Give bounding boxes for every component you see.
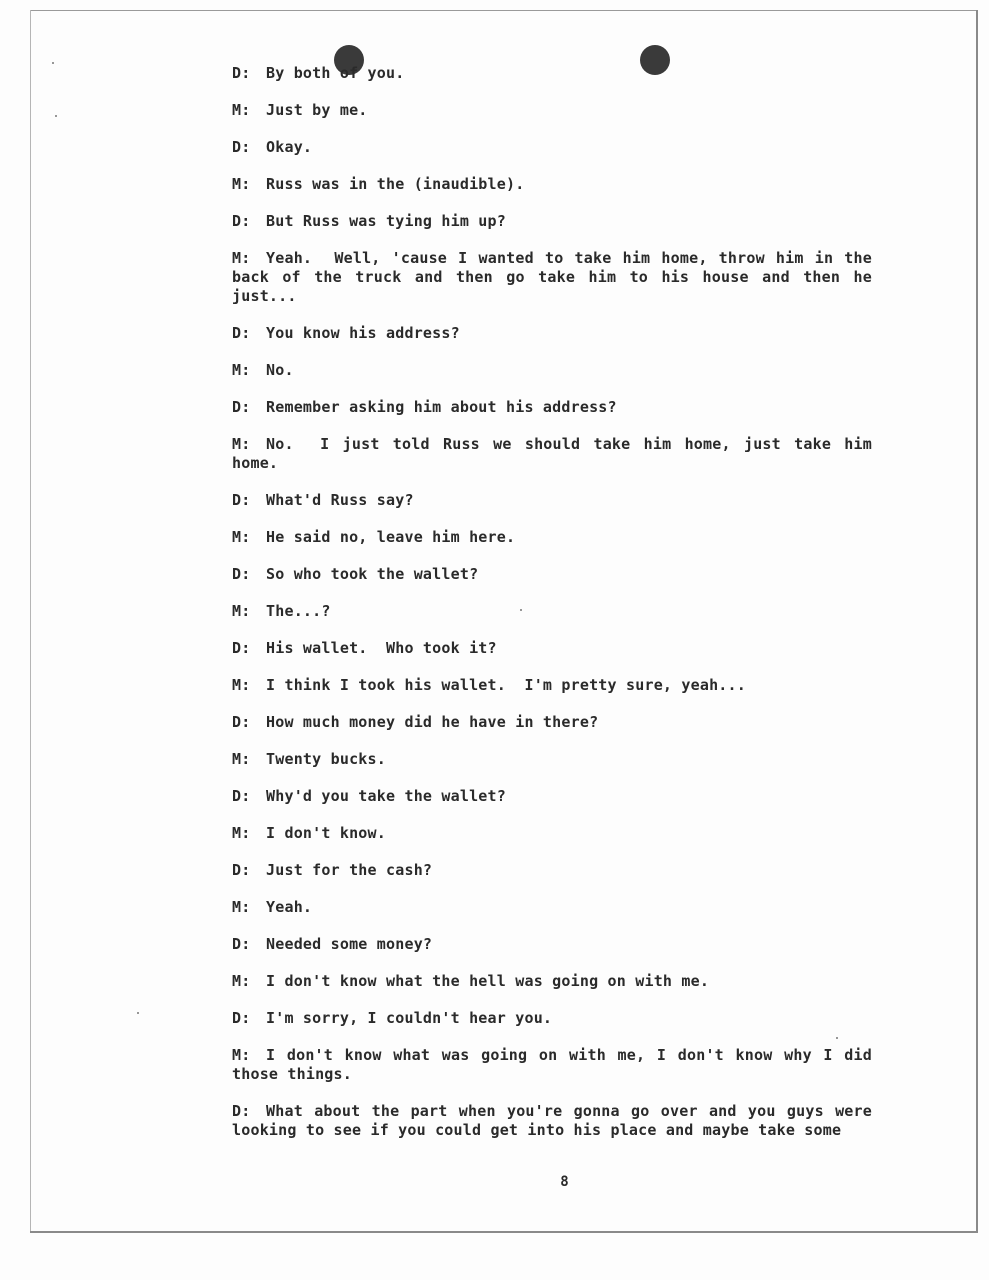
transcript-line [232, 565, 872, 584]
transcript-line [232, 935, 872, 954]
speaker-label: M: [232, 435, 251, 453]
transcript-line [232, 750, 872, 769]
transcript-line [232, 138, 872, 157]
speaker-label: M: [232, 528, 251, 546]
transcript-line [232, 361, 872, 380]
page-edge-bottom [30, 1231, 978, 1233]
utterance-text: Yeah. [266, 898, 313, 916]
utterance-text: The...? [266, 602, 331, 620]
speaker-label: M: [232, 101, 251, 119]
utterance-text: Just for the cash? [266, 861, 433, 879]
speaker-label: D: [232, 1102, 251, 1120]
utterance-text: Needed some money? [266, 935, 433, 953]
transcript-line [232, 1102, 882, 1140]
transcript-line [232, 1046, 882, 1084]
utterance-text: I don't know what was going on with me, I don't know why I did those things. [232, 1046, 882, 1083]
utterance-text: No. I just told Russ we should take him home, just take him home. [232, 435, 882, 472]
transcript-line [232, 824, 872, 843]
scan-speck [52, 62, 54, 64]
transcript-line [232, 1009, 872, 1028]
speaker-label: M: [232, 750, 251, 768]
utterance-text: Okay. [266, 138, 313, 156]
speaker-label: D: [232, 787, 251, 805]
utterance-text: What about the part when you're gonna go over and you guys were looking to see if you could get into his place and maybe take some [232, 1102, 882, 1139]
transcript-line [232, 101, 872, 120]
transcript-line [232, 64, 872, 83]
utterance-text: Just by me. [266, 101, 368, 119]
speaker-label: D: [232, 212, 251, 230]
speaker-label: D: [232, 565, 251, 583]
utterance-text: By both of you. [266, 64, 405, 82]
utterance-text: I'm sorry, I couldn't hear you. [266, 1009, 553, 1027]
utterance-text: What'd Russ say? [266, 491, 414, 509]
page-edge-top [30, 10, 978, 11]
transcript-line [232, 676, 872, 695]
speaker-label: D: [232, 324, 251, 342]
transcript-line [232, 435, 882, 473]
speaker-label: M: [232, 602, 251, 620]
page-edge-left [30, 10, 31, 1232]
utterance-text: He said no, leave him here. [266, 528, 516, 546]
speaker-label: M: [232, 676, 251, 694]
transcript-body [232, 64, 882, 1158]
page-edge-right [976, 10, 978, 1232]
speaker-label: M: [232, 898, 251, 916]
speaker-label: D: [232, 1009, 251, 1027]
speaker-label: D: [232, 861, 251, 879]
utterance-text: You know his address? [266, 324, 460, 342]
speaker-label: D: [232, 713, 251, 731]
utterance-text: No. [266, 361, 294, 379]
transcript-line [232, 861, 872, 880]
transcript-line [232, 491, 872, 510]
utterance-text: I think I took his wallet. I'm pretty sure, yeah... [266, 676, 746, 694]
speaker-label: D: [232, 138, 251, 156]
transcript-line [232, 602, 872, 621]
transcript-line [232, 249, 882, 306]
transcript-line [232, 175, 872, 194]
scan-speck [137, 1012, 139, 1014]
utterance-text: Twenty bucks. [266, 750, 386, 768]
transcript-line [232, 324, 872, 343]
utterance-text: Yeah. Well, 'cause I wanted to take him home, throw him in the back of the truck and then go take him to his house and then he just... [232, 249, 882, 305]
scan-speck [55, 115, 57, 117]
utterance-text: I don't know. [266, 824, 386, 842]
utterance-text: Remember asking him about his address? [266, 398, 617, 416]
speaker-label: D: [232, 935, 251, 953]
transcript-line [232, 528, 872, 547]
speaker-label: M: [232, 824, 251, 842]
transcript-line [232, 713, 872, 732]
utterance-text: So who took the wallet? [266, 565, 479, 583]
transcript-line [232, 787, 872, 806]
speaker-label: D: [232, 491, 251, 509]
utterance-text: I don't know what the hell was going on with me. [266, 972, 710, 990]
speaker-label: D: [232, 639, 251, 657]
utterance-text: His wallet. Who took it? [266, 639, 497, 657]
transcript-line [232, 972, 872, 991]
transcript-line [232, 398, 872, 417]
speaker-label: M: [232, 249, 251, 267]
utterance-text: Russ was in the (inaudible). [266, 175, 525, 193]
speaker-label: D: [232, 398, 251, 416]
page-number: 8 [560, 1174, 569, 1190]
speaker-label: M: [232, 1046, 251, 1064]
speaker-label: M: [232, 972, 251, 990]
utterance-text: How much money did he have in there? [266, 713, 599, 731]
speaker-label: M: [232, 361, 251, 379]
utterance-text: But Russ was tying him up? [266, 212, 506, 230]
speaker-label: M: [232, 175, 251, 193]
transcript-line [232, 212, 872, 231]
speaker-label: D: [232, 64, 251, 82]
utterance-text: Why'd you take the wallet? [266, 787, 506, 805]
transcript-line [232, 639, 872, 658]
transcript-line [232, 898, 872, 917]
